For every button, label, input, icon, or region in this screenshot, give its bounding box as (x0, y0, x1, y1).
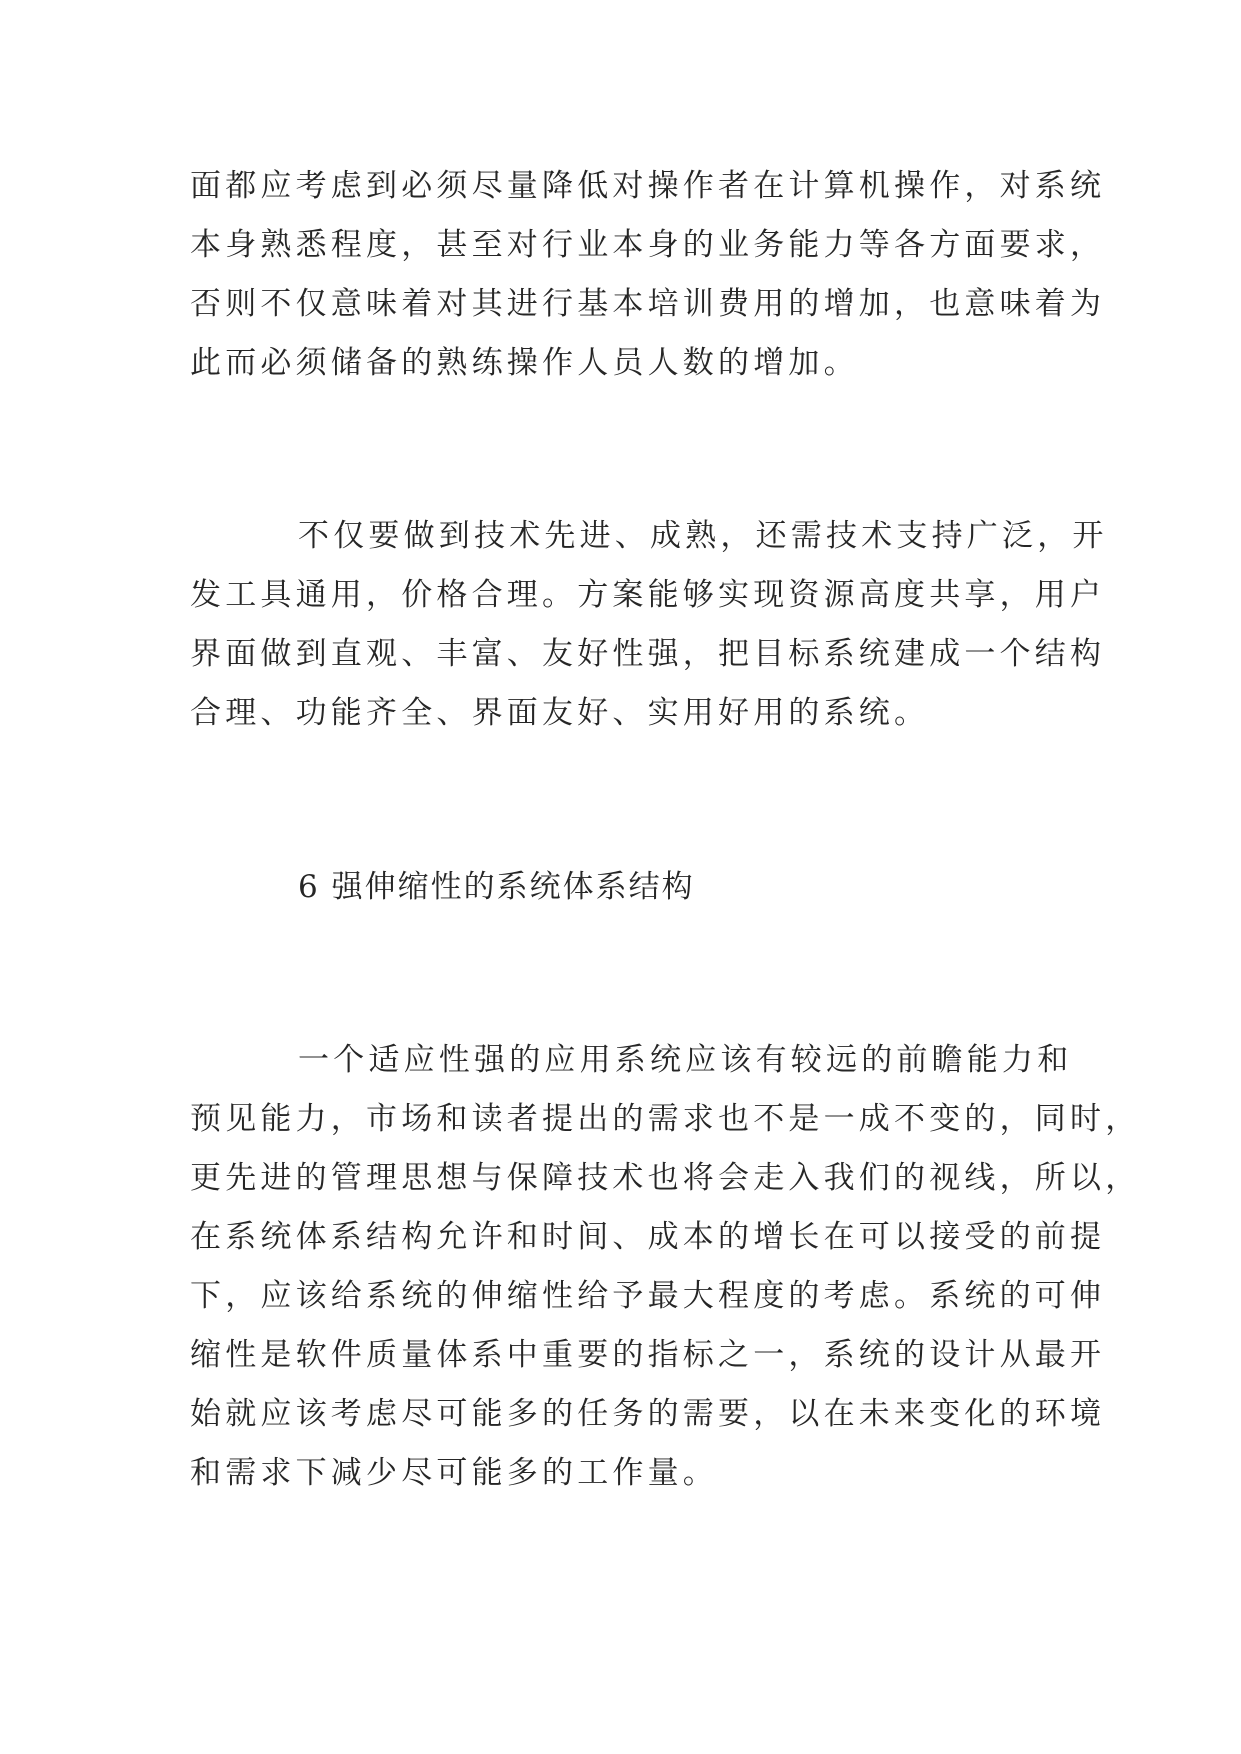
paragraph-line: 不仅要做到技术先进、成熟，还需技术支持广泛，开 (298, 518, 1108, 554)
paragraph-line: 此而必须储备的熟练操作人员人数的增加。 (190, 345, 859, 381)
paragraph-line: 本身熟悉程度，甚至对行业本身的业务能力等各方面要求， (190, 227, 1106, 263)
paragraph-line: 发工具通用，价格合理。方案能够实现资源高度共享，用户 (190, 577, 1106, 613)
paragraph-line: 和需求下减少尽可能多的工作量。 (190, 1455, 718, 1491)
paragraph-line: 合理、功能齐全、界面友好、实用好用的系统。 (190, 695, 930, 731)
paragraph-line: 在系统体系结构允许和时间、成本的增长在可以接受的前提 (190, 1219, 1106, 1255)
paragraph-line: 缩性是软件质量体系中重要的指标之一，系统的设计从最开 (190, 1337, 1106, 1373)
paragraph-line: 下，应该给系统的伸缩性给予最大程度的考虑。系统的可伸 (190, 1278, 1106, 1314)
paragraph-line: 面都应考虑到必须尽量降低对操作者在计算机操作，对系统 (190, 168, 1106, 204)
paragraph-line: 预见能力，市场和读者提出的需求也不是一成不变的，同时， (190, 1101, 1141, 1137)
paragraph-line: 界面做到直观、丰富、友好性强，把目标系统建成一个结构 (190, 636, 1106, 672)
paragraph-line: 更先进的管理思想与保障技术也将会走入我们的视线，所以， (190, 1160, 1141, 1196)
paragraph-line: 否则不仅意味着对其进行基本培训费用的增加，也意味着为 (190, 286, 1106, 322)
section-heading: 6 强伸缩性的系统体系结构 (298, 869, 695, 905)
paragraph-line: 始就应该考虑尽可能多的任务的需要，以在未来变化的环境 (190, 1396, 1106, 1432)
paragraph-line: 一个适应性强的应用系统应该有较远的前瞻能力和 (298, 1042, 1073, 1078)
